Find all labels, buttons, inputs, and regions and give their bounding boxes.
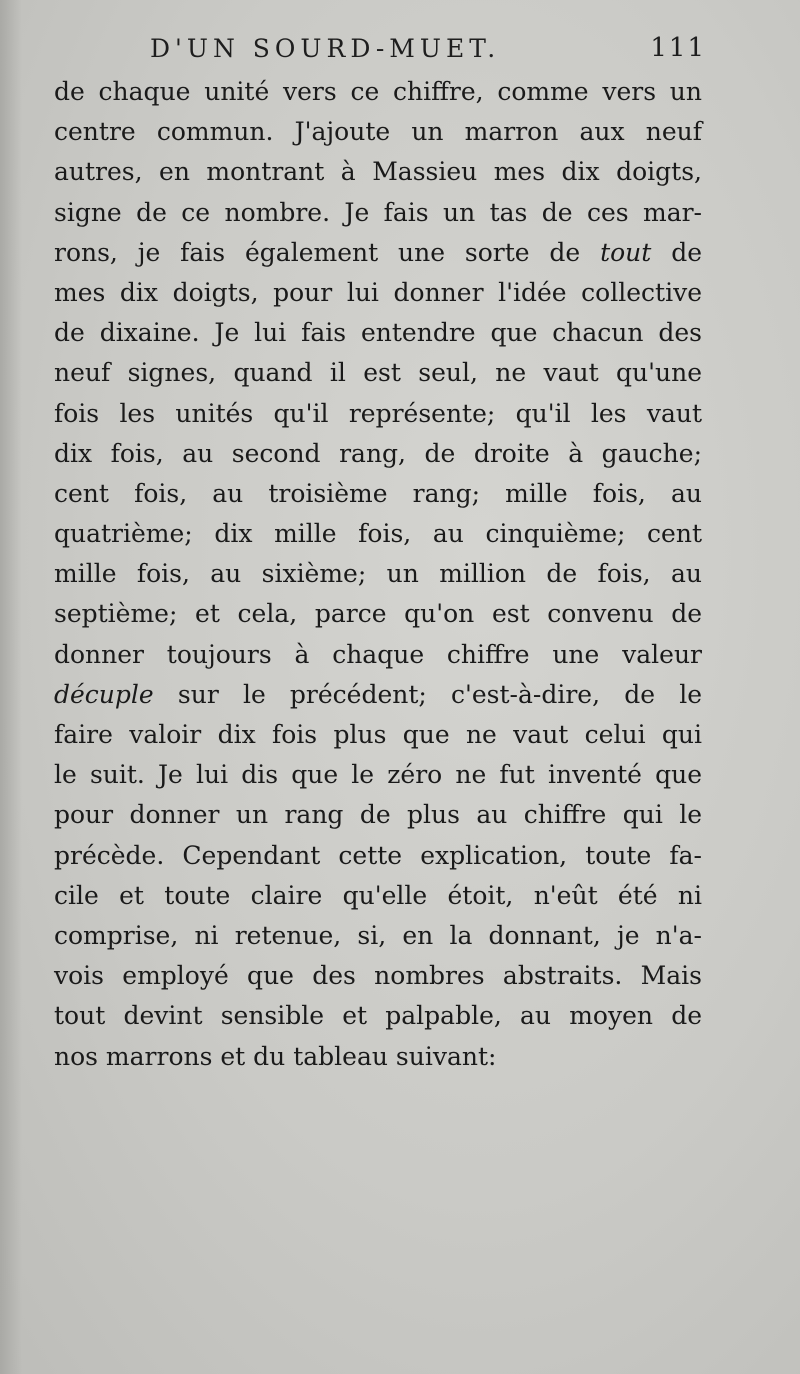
text-line: quatrième; dix mille fois, au cinquième; cent [54,519,702,549]
text-line: pour donner un rang de plus au chiffre qui le [54,800,702,830]
text-line: autres, en montrant à Massieu mes dix doigts, [54,157,702,187]
text-run: de [671,237,703,267]
text-line: de chaque unité vers ce chiffre, comme vers un [54,77,702,106]
text-line: donner toujours à chaque chiffre une valeur [54,639,702,669]
text-line: mes dix doigts, pour lui donner l'idée collective [54,277,702,307]
text-line [54,233,702,273]
text-run: rons, je fais également une sorte de [54,237,581,267]
binding-shadow [0,0,22,1374]
text-line: nos marrons et du tableau suivant: [54,1041,497,1071]
text-line: vois employé que des nombres abstraits. Mais [54,961,702,991]
text-line: mille fois, au sixième; un million de fois, au [54,559,702,589]
italic-word: tout [600,237,652,267]
text-line: neuf signes, quand il est seul, ne vaut qu'une [54,358,702,388]
page-header [150,28,710,68]
text-line: de dixaine. Je lui fais entendre que chacun des [54,318,702,348]
text-line: le suit. Je lui dis que le zéro ne fut inventé que [54,760,702,790]
text-run: sur le précédent; c'est-à-dire, de le [177,679,702,709]
italic-word: décuple [54,679,154,709]
text-line: signe de ce nombre. Je fais un tas de ces mar- [54,197,702,227]
text-line: faire valoir dix fois plus que ne vaut celui qui [54,720,702,749]
body-text [54,72,702,1077]
text-line: cent fois, au troisième rang; mille fois, au [54,478,702,508]
text-line: comprise, ni retenue, si, en la donnant, je n'a- [54,920,702,950]
text-line [54,675,702,715]
text-line: fois les unités qu'il représente; qu'il les vaut [54,398,702,428]
text-line: centre commun. J'ajoute un marron aux neuf [54,117,702,147]
text-line: dix fois, au second rang, de droite à gauche; [54,438,702,468]
page-number: 111 [650,33,706,63]
text-line: septième; et cela, parce qu'on est convenu de [54,599,702,629]
text-line: tout devint sensible et palpable, au moyen de [54,1001,702,1031]
text-line: cile et toute claire qu'elle étoit, n'eût été ni [54,880,702,910]
text-line: précède. Cependant cette explication, toute fa- [54,840,702,870]
running-head: D'UN SOURD-MUET. [150,33,501,63]
